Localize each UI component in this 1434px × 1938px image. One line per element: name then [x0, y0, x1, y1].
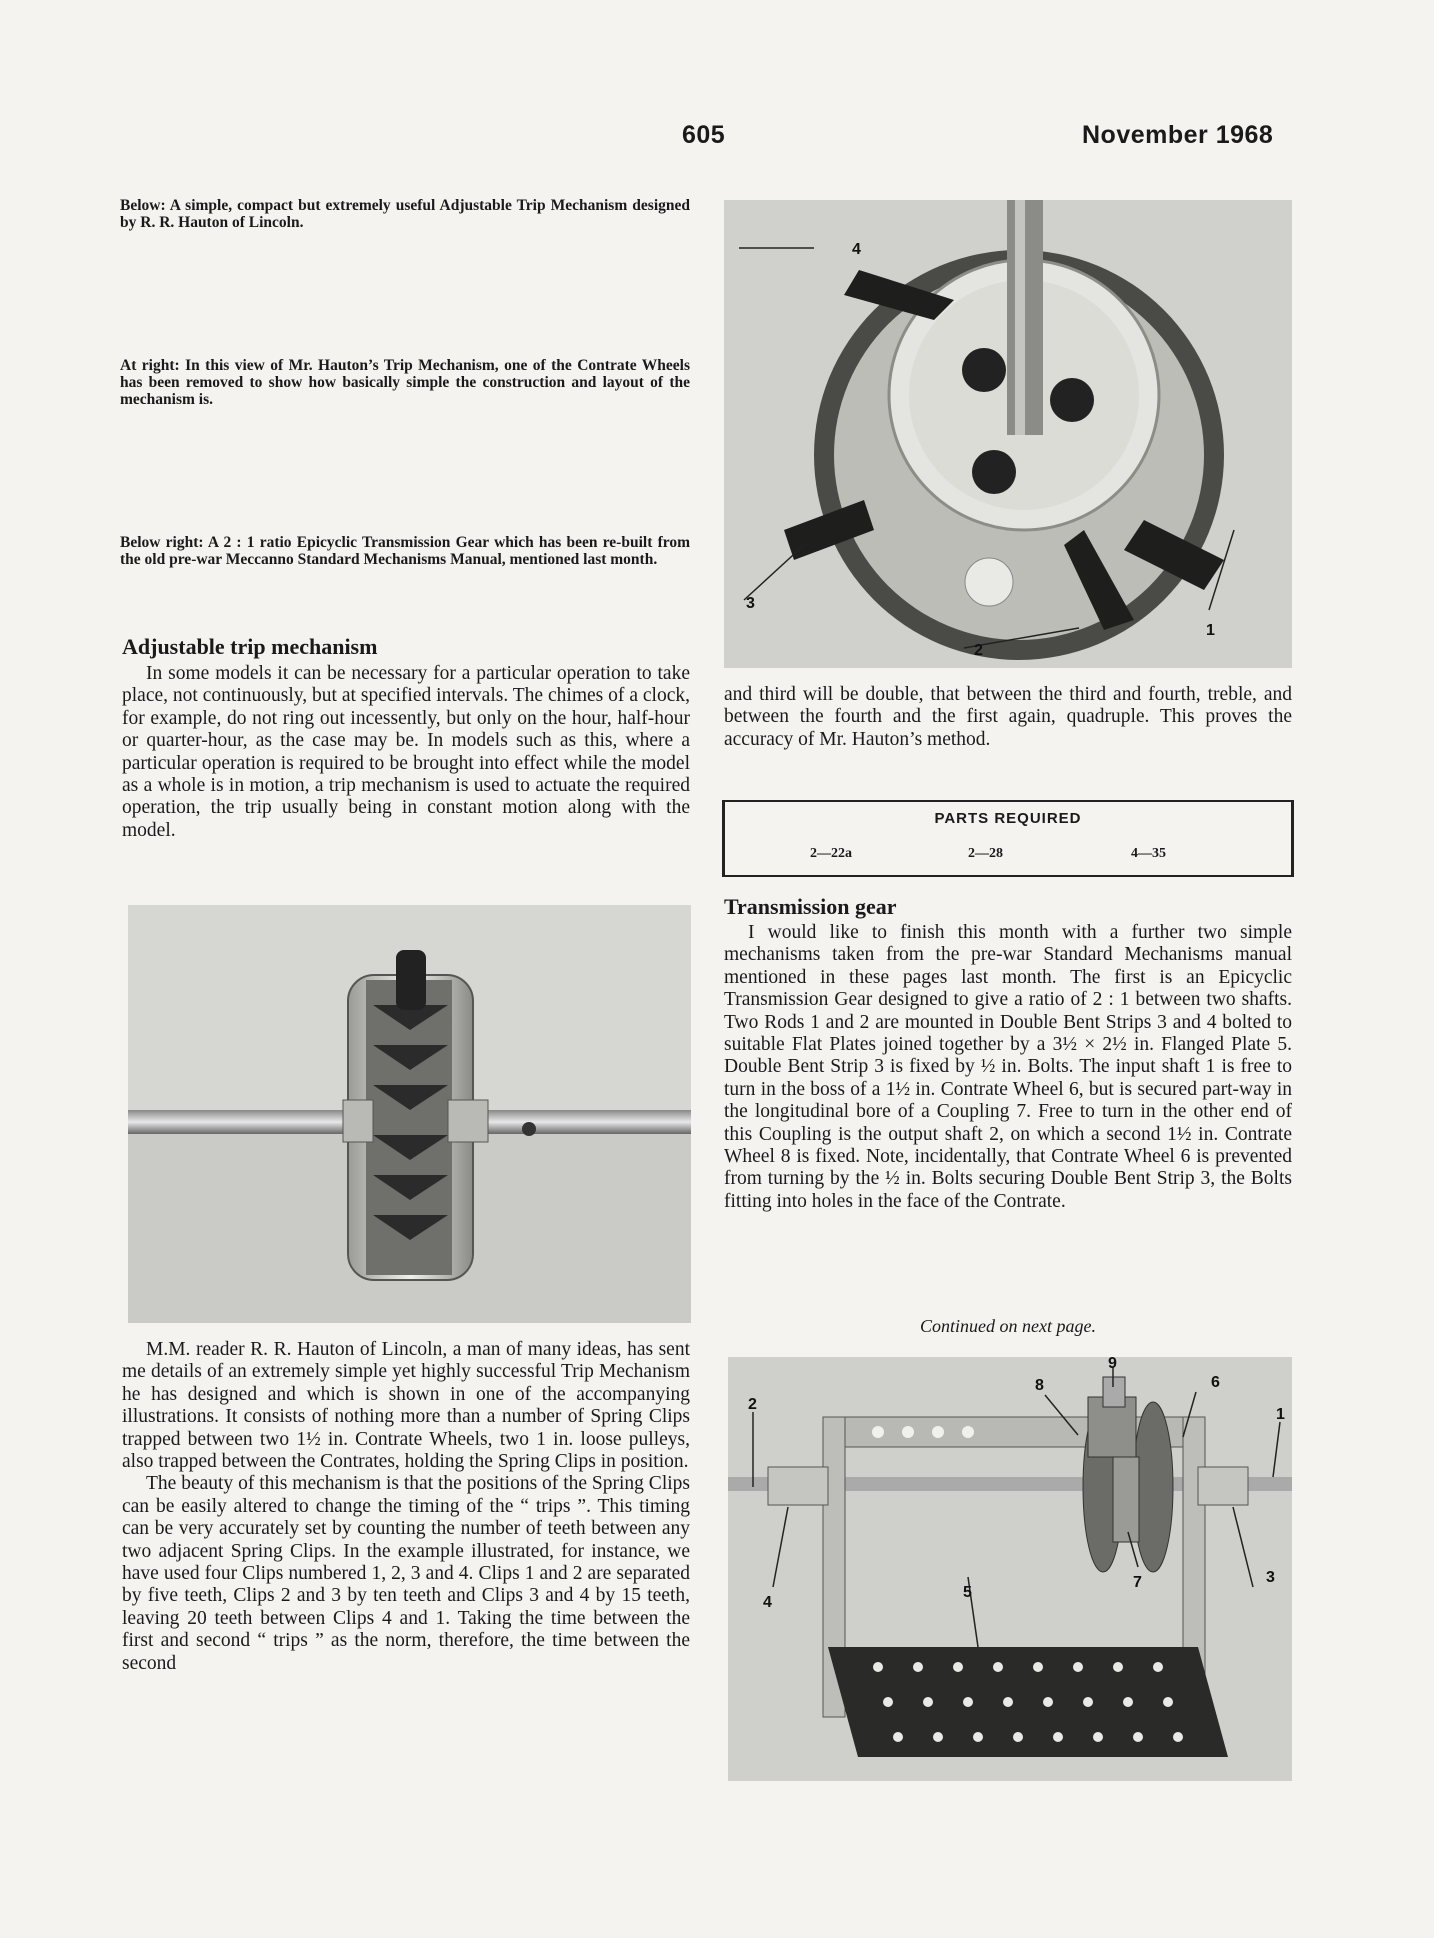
label-3: 3 — [1266, 1569, 1275, 1586]
transmission-para-1: I would like to finish this month with a further two simple mechanisms taken from the pre-war Standard Mechanisms manual mentioned in these pages last month. The first is an Epicyclic Transmission Gear designed to give a ratio of 2 : 1 between two shafts. Two Rods 1 and 2 are mounted in Double Bent Strips 3 and 4 bolted to suitable Flat Plates joined together by a 3½ × 2½ in. Flanged Plate 5. Double Bent Strip 3 is fixed by ½ in. Bolts. The input shaft 1 is free to turn in the boss of a 1½ in. Contrate Wheel 6, but is secured part-way in the longitudinal bore of a Coupling 7. Free to turn in the other end of this Coupling is the output shaft 2, on which a second 1½ in. Contrate Wheel 8 is fixed. Note, incidentally, that Contrate Wheel 6 is prevented from turning by the ½ in. Bolts securing Double Bent Strip 3, the Bolts fitting into holes in the face of the Contrate. — [724, 922, 1292, 1212]
continued-note: Continued on next page. — [920, 1316, 1096, 1336]
label-7: 7 — [1133, 1574, 1142, 1591]
label-5: 5 — [963, 1584, 972, 1601]
label-6: 6 — [1211, 1374, 1220, 1391]
part-item: 2—28 — [968, 846, 1003, 861]
part-item: 4—35 — [1131, 846, 1166, 861]
caption-below-right: Below right: A 2 : 1 ratio Epicyclic Transmission Gear which has been re-built from the old pre-war Meccanno Standard Mechanisms Manual, mentioned last month. — [120, 534, 690, 568]
label-9: 9 — [1108, 1357, 1117, 1372]
photo-trip-open-view — [724, 200, 1292, 668]
trip-conclusion-text — [724, 684, 1292, 751]
label-4: 4 — [852, 241, 861, 258]
parts-required-box — [722, 800, 1294, 877]
page-number: 605 — [682, 121, 726, 149]
trip-para-1: In some models it can be necessary for a particular operation to take place, not continuously, but at specified intervals. The chimes of a clock, for example, do not ring out incessently, but only on the hour, half-hour or quarter-hour, as the case may be. In models such as this, where a particular operation is required to be brought into effect while the model as a whole is in motion, a trip mechanism is used to actuate the required operation, the trip usually being in constant motion along with the model. — [122, 663, 690, 841]
heading-transmission-gear: Transmission gear — [724, 894, 897, 919]
trip-para-4: and third will be double, that between the third and fourth, treble, and between the fourth and the first again, quadruple. This proves the accuracy of Mr. Hauton’s method. — [724, 684, 1292, 750]
transmission-text — [724, 922, 1292, 1213]
photo-transmission-gear — [728, 1357, 1292, 1781]
parts-required-title: PARTS REQUIRED — [934, 810, 1082, 827]
issue-date: November 1968 — [1082, 121, 1274, 149]
label-2: 2 — [748, 1396, 757, 1413]
label-3: 3 — [746, 595, 755, 612]
trip-para-2: M.M. reader R. R. Hauton of Lincoln, a man of many ideas, has sent me details of an extremely simple yet highly successful Trip Mechanism he has designed and which is shown in one of the accompanying illustrations. It consists of nothing more than a number of Spring Clips trapped between two 1½ in. Contrate Wheels, two 1 in. loose pulleys, also trapped between the Contrates, holding the Spring Clips in position. — [122, 1339, 690, 1473]
part-item: 2—22a — [810, 846, 852, 861]
photo-trip-mechanism — [128, 905, 691, 1323]
caption-at-right: At right: In this view of Mr. Hauton’s Trip Mechanism, one of the Contrate Wheels has been removed to show how basically simple the construction and layout of the mechanism is. — [120, 357, 690, 408]
label-1: 1 — [1276, 1406, 1285, 1423]
caption-below: Below: A simple, compact but extremely useful Adjustable Trip Mechanism designed by R. R. Hauton of Lincoln. — [120, 197, 690, 231]
label-1: 1 — [1206, 622, 1215, 639]
label-4: 4 — [763, 1594, 772, 1611]
trip-para-3: The beauty of this mechanism is that the positions of the Spring Clips can be easily altered to change the timing of the “ trips ”. This timing can be very accurately set by counting the number of teeth between any two adjacent Spring Clips. In the example illustrated, for instance, we have used four Clips numbered 1, 2, 3 and 4. Clips 1 and 2 are separated by five teeth, Clips 2 and 3 by ten teeth and Clips 3 and 4 by 15 teeth, leaving 20 teeth between Clips 4 and 1. Taking the time between the first and second “ trips ” as the norm, therefore, the time between the second — [122, 1473, 690, 1674]
heading-adjustable-trip: Adjustable trip mechanism — [122, 634, 378, 659]
trip-intro-text — [122, 663, 690, 842]
label-2: 2 — [974, 642, 983, 659]
label-8: 8 — [1035, 1377, 1044, 1394]
trip-detail-text — [122, 1339, 690, 1675]
